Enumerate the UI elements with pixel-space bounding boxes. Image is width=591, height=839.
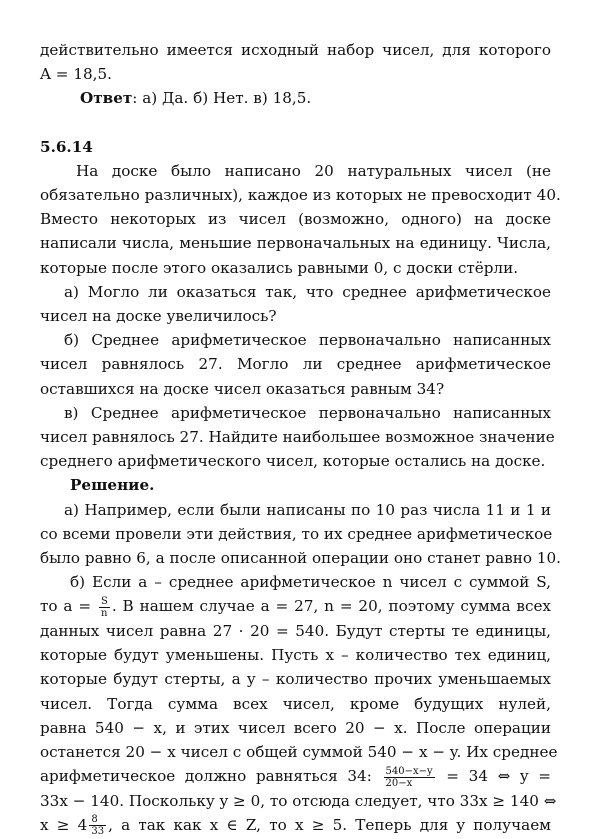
text-line: оставшихся на доске чисел оказаться равным 34? bbox=[40, 379, 445, 398]
formula-suffix: . В нашем случае a = 27, n = 20, поэтому сумма всех bbox=[111, 597, 552, 616]
problem-number: 5.6.14 bbox=[40, 137, 93, 156]
text-line: чисел равнялось 27. Найдите наибольшее возможное значение bbox=[40, 428, 555, 447]
text-line: а) Например, если были написаны по 10 раз числа 11 и 1 и bbox=[64, 500, 551, 519]
text-line: A = 18,5. bbox=[40, 65, 112, 84]
solution-title: Решение. bbox=[70, 476, 155, 495]
formula-prefix: арифметическое должно равняться 34: bbox=[40, 767, 372, 786]
text-line bbox=[40, 594, 551, 619]
formula-suffix: = 34 ⇔ y = bbox=[436, 767, 551, 786]
text-line: На доске было написано 20 натуральных чисел (не bbox=[76, 161, 551, 180]
fraction-numerator: S bbox=[100, 595, 108, 607]
fraction-denominator: 33 bbox=[91, 826, 105, 838]
fraction-numerator: 540−x−y bbox=[385, 765, 433, 777]
text-line: чисел. Тогда сумма всех чисел, кроме будущих нулей, bbox=[40, 694, 551, 713]
formula-prefix: x ≥ 4 bbox=[40, 815, 88, 834]
fraction bbox=[99, 596, 110, 619]
text-line: которые после этого оказались равными 0, с доски стёрли. bbox=[40, 258, 519, 277]
text-line: чисел на доске увеличилось? bbox=[40, 307, 277, 326]
fraction bbox=[384, 766, 435, 789]
text-line: б) Среднее арифметическое первоначально написанных bbox=[64, 331, 551, 350]
text-line: а) Могло ли оказаться так, что среднее арифметическое bbox=[64, 282, 551, 301]
formula-suffix: , а так как x ∈ Z, то x ≥ 5. Теперь для y получаем bbox=[108, 815, 551, 834]
text-line: данных чисел равна 27 · 20 = 540. Будут стерты те единицы, bbox=[40, 621, 551, 640]
answer-line bbox=[40, 86, 551, 110]
text-line: которые будут стерты, а y – количество прочих уменьшаемых bbox=[40, 670, 551, 689]
text-line: в) Среднее арифметическое первоначально написанных bbox=[64, 403, 551, 422]
text-line: со всеми провели эти действия, то их среднее арифметическое bbox=[40, 524, 553, 543]
text-line: было равно 6, а после описанной операции оно станет равно 10. bbox=[40, 549, 561, 568]
text-line: чисел равнялось 27. Могло ли среднее арифметическое bbox=[40, 355, 551, 374]
text-line: останется 20 − x чисел с общей суммой 540 − x − y. Их среднее bbox=[40, 742, 558, 761]
text-line: 33x − 140. Поскольку y ≥ 0, то отсюда следует, что 33x ≥ 140 ⇔ bbox=[40, 791, 557, 810]
text-line: написали числа, меньшие первоначальных на единицу. Числа, bbox=[40, 234, 551, 253]
text-line: б) Если a – среднее арифметическое n чисел с суммой S, bbox=[70, 573, 551, 592]
text-line: Вместо некоторых из чисел (возможно, одного) на доске bbox=[40, 210, 551, 229]
text-line: среднего арифметического чисел, которые остались на доске. bbox=[40, 452, 546, 471]
text-line bbox=[40, 813, 551, 838]
answer-text: : а) Да. б) Нет. в) 18,5. bbox=[132, 89, 312, 108]
answer-label: Ответ bbox=[80, 89, 133, 108]
text-line: которые будут уменьшены. Пусть x – количество тех единиц, bbox=[40, 646, 551, 665]
fraction bbox=[89, 814, 106, 837]
text-line: равна 540 − x, и этих чисел всего 20 − x. После операции bbox=[40, 718, 551, 737]
fraction-numerator: 8 bbox=[89, 814, 106, 826]
fraction-denominator: n bbox=[100, 607, 108, 619]
text-line: действительно имеется исходный набор чисел, для которого bbox=[40, 41, 551, 59]
text-line: обязательно различных), каждое из которых не превосходит 40. bbox=[40, 186, 561, 205]
document-page bbox=[40, 38, 561, 838]
formula-prefix: то a = bbox=[40, 597, 97, 616]
fraction-denominator: 20−x bbox=[385, 777, 413, 789]
text-line bbox=[40, 764, 551, 789]
